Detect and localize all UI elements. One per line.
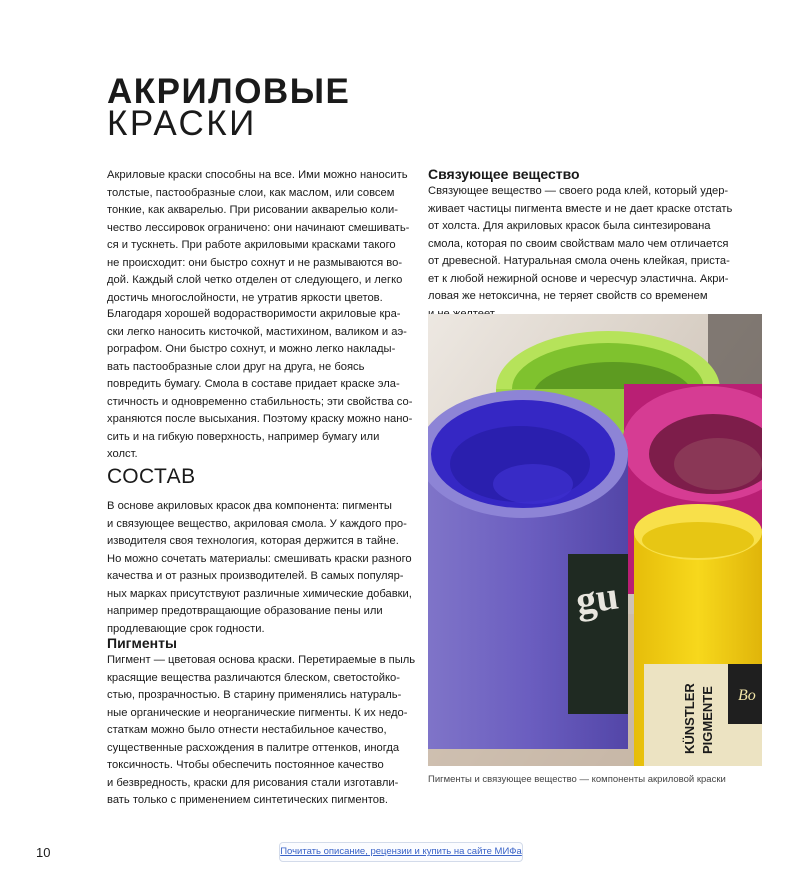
binder-paragraph <box>428 183 732 323</box>
text-line: продлевающие срок годности. <box>107 622 265 635</box>
text-line: токсичность. Чтобы обеспечить постоянное качество <box>107 759 384 771</box>
text-line: ет к любой нежирной основе и чересчур эластична. Акри- <box>428 272 729 285</box>
text-line: рографом. Они быстро сохнут, и можно легко наклады- <box>107 343 396 355</box>
text-line: от древесной. Натуральная смола очень клейкая, приста- <box>428 255 730 267</box>
text-line: Акриловые краски способны на все. Ими можно наносить <box>107 169 408 181</box>
blue-jar-label-text: gu <box>572 572 622 623</box>
page-title-line2: КРАСКИ <box>107 104 257 143</box>
subheading-pigments: Пигменты <box>107 635 177 651</box>
binder-section <box>428 165 732 323</box>
text-line: и связующее вещество, акриловая смола. У каждого про- <box>107 517 407 530</box>
text-line: Пигмент — цветовая основа краски. Перетираемые в пыль <box>107 654 416 666</box>
text-line: существенные расхождения в палитре оттенков, иногда <box>107 741 400 754</box>
text-line: ных марках присутствуют различные химические добавки, <box>107 587 412 600</box>
text-line: стью, прозрачностью. В старину применялись натураль- <box>107 689 402 701</box>
text-line: В основе акриловых красок два компонента: пигменты <box>107 500 392 512</box>
blue-jar <box>428 390 628 749</box>
yellow-jar-label-line1: KÜNSTLER <box>682 683 697 754</box>
text-line: Связующее вещество — своего рода клей, который удер- <box>428 185 729 197</box>
pigments-paragraph <box>107 652 415 810</box>
pigments-section <box>107 634 415 810</box>
text-line: например предотвращающие образование пены или <box>107 605 383 617</box>
yellow-jar <box>634 504 762 766</box>
intro-paragraph-2 <box>107 306 412 464</box>
text-line: достичь многослойности, не утратив яркости цветов. <box>107 291 383 304</box>
text-line: не происходит: они быстро сохнут и не размываются во- <box>107 256 403 269</box>
text-line: Но можно сочетать материалы: смешивать краски разного <box>107 552 412 565</box>
text-line: холст. <box>107 448 138 460</box>
text-line: живает частицы пигмента вместе и не дает краске отстать <box>428 202 733 215</box>
text-line: храняются после высыхания. Поэтому краску можно нано- <box>107 413 413 425</box>
text-line: ловая же нетоксична, не теряет свойств со временем <box>428 290 708 302</box>
text-line: качества и от разных производителей. В самых популяр- <box>107 570 404 582</box>
pigment-jars-photo <box>428 314 762 766</box>
yellow-jar-label-line2: PIGMENTE <box>700 686 715 754</box>
text-line: ся и тускнеть. При работе акриловыми красками такого <box>107 239 396 251</box>
text-line: от холста. Для акриловых красок была синтезирована <box>428 220 711 232</box>
text-line: изводителя своя технология, которая держится в тайне. <box>107 535 399 547</box>
page-title-line1: АКРИЛОВЫЕ <box>107 72 351 111</box>
text-line: красящие вещества различаются блеском, светостойко- <box>107 671 400 684</box>
text-line: чество лессировок ограничено: они начинают смешивать- <box>107 221 410 234</box>
text-line: смола, которая по своим свойствам мало чем отличается <box>428 237 729 250</box>
yellow-jar-logo-text: Bo <box>738 687 756 704</box>
text-line: сить и на гибкую поверхность, например бумагу или <box>107 430 380 443</box>
text-line: Благодаря хорошей водорастворимости акриловые кра- <box>107 308 401 320</box>
photo-caption: Пигменты и связующее вещество — компоненты акриловой краски <box>428 774 726 785</box>
text-line: стичность и одновременно стабильность; эти свойства со- <box>107 395 413 408</box>
text-line: ные органические и неорганические пигменты. К их недо- <box>107 706 408 719</box>
text-line: ски легко наносить кисточкой, мастихином, валиком и аэ- <box>107 325 407 338</box>
page-number: 10 <box>36 845 51 860</box>
section-heading-composition: СОСТАВ <box>107 465 196 488</box>
text-line: и безвредность, краски для рисования стали изготавли- <box>107 776 399 789</box>
buy-link[interactable]: Почитать описание, рецензии и купить на сайте МИФа <box>279 842 523 862</box>
text-line: толстые, пастообразные слои, как маслом, или совсем <box>107 186 395 199</box>
composition-paragraph <box>107 498 412 638</box>
text-line: статкам можно было отнести нестабильное качество, <box>107 724 387 736</box>
text-line: дой. Каждый слой четко отделен от следующего, и легко <box>107 274 403 286</box>
intro-paragraph-1 <box>107 167 409 307</box>
subheading-binder: Связующее вещество <box>428 166 580 182</box>
text-line: вать пастообразные слои друг на друга, не боясь <box>107 360 365 373</box>
text-line: повредить бумагу. Смола в составе придает краске эла- <box>107 378 400 390</box>
text-line: тонкие, как акварелью. При рисовании акварелью коли- <box>107 204 398 216</box>
text-line: вать только с применением синтетических пигментов. <box>107 794 389 806</box>
